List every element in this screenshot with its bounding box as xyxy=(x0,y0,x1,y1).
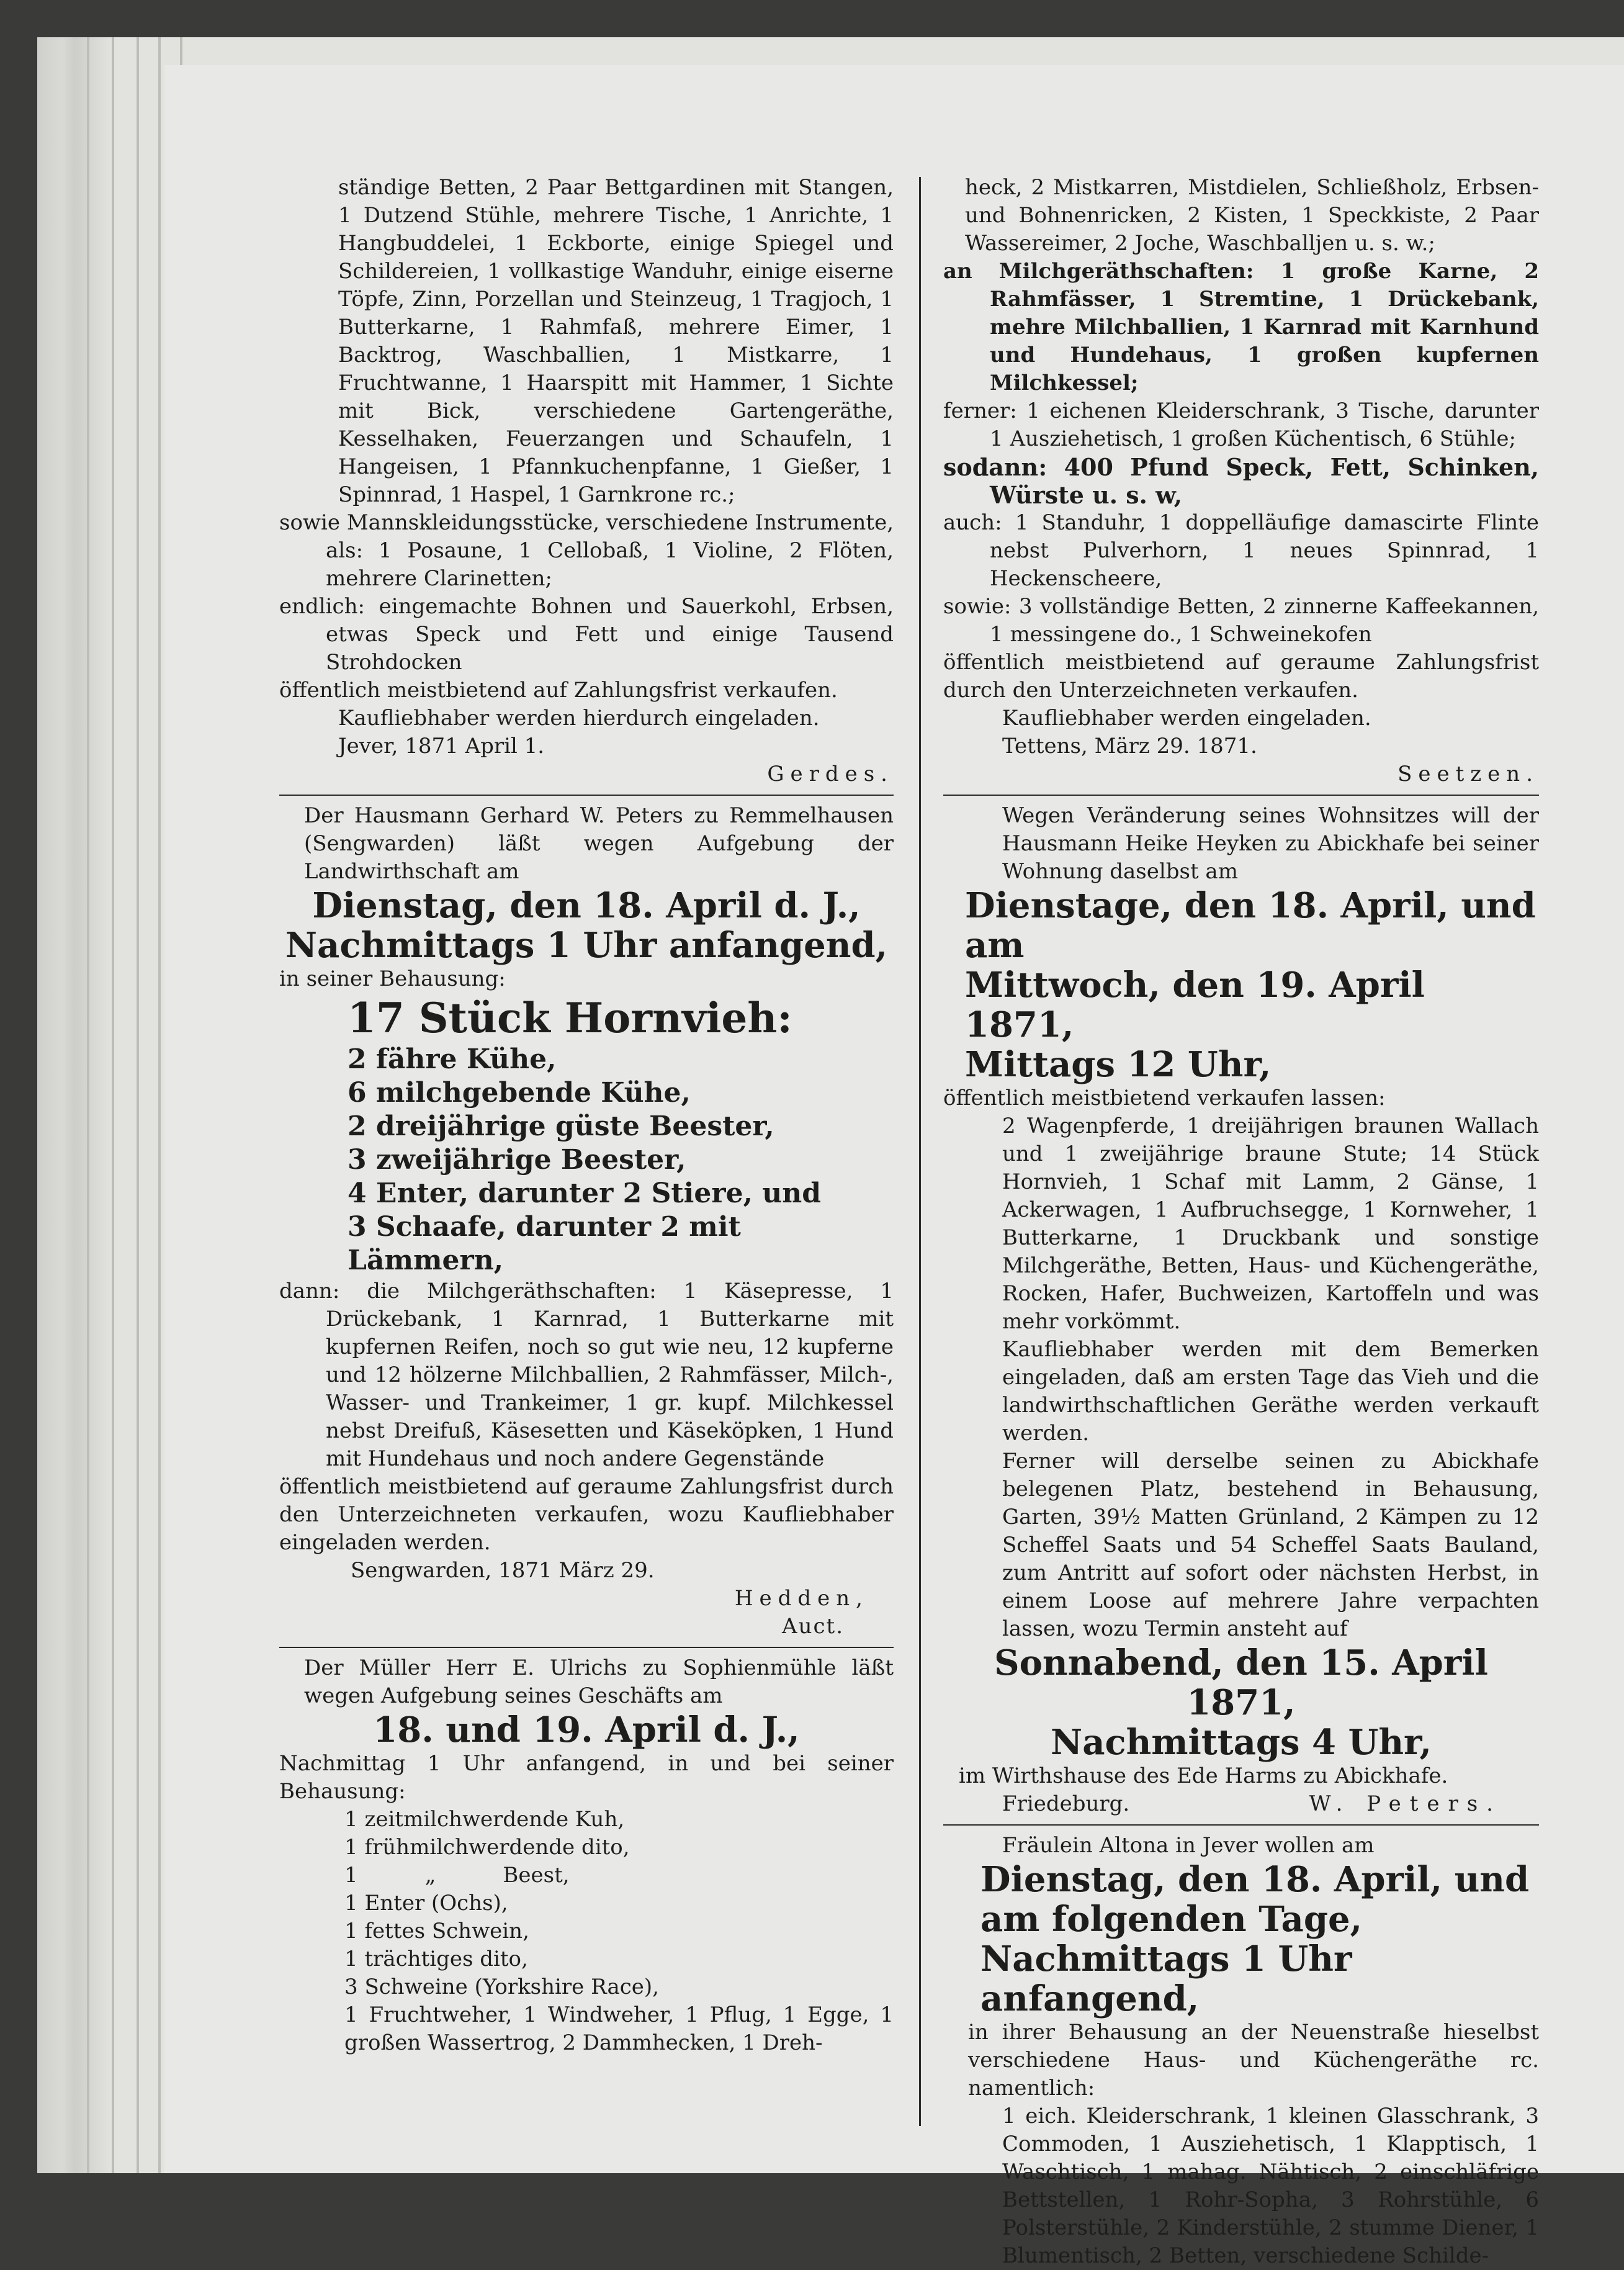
ad-place: öffentlich meistbietend verkaufen lassen: xyxy=(943,1086,1386,1110)
ad-text: heck, 2 Mistkarren, Mistdielen, Schließholz, Erbsen- und Bohnenricken, 2 Kisten, 1 Speckkiste, 2 Paar Wassereimer, 2 Joche, Waschballjen u. s. w.; xyxy=(965,175,1539,256)
ad-time: Nachmittags 4 Uhr, xyxy=(1051,1722,1432,1763)
list-item: 1 Fruchtweher, 1 Windweher, 1 Pflug, 1 Egge, 1 großen Wassertrog, 2 Dammhecken, 1 Dreh- xyxy=(344,2002,894,2055)
ad-text: an Milchgeräthschaften: 1 große Karne, 2 Rahmfässer, 1 Stremtine, 1 Drückebank, mehre Milchballien, 1 Karnrad mit Karnhund und Hundehaus, 1 großen kupfernen Milchkessel; xyxy=(943,259,1539,395)
ad-separator xyxy=(279,1647,894,1648)
page-edge xyxy=(137,37,139,2173)
column-divider xyxy=(919,177,921,2126)
place-name: Friedeburg. xyxy=(1002,1791,1130,1816)
ad-intro: Der Hausmann Gerhard W. Peters zu Remmelhausen (Sengwarden) läßt wegen Aufgebung der Landwirthschaft am xyxy=(304,803,894,884)
ad-text: öffentlich meistbietend auf Zahlungsfrist verkaufen. xyxy=(279,678,838,703)
ad-place: Nachmittag 1 Uhr anfangend, in und bei seiner Behausung: xyxy=(279,1751,894,1804)
ad-text: Ferner will derselbe seinen zu Abickhafe belegenen Platz, bestehend in Behausung, Garten, 39½ Matten Grünland, 2 Kämpen zu 12 Scheffel Saats und 54 Scheffel Saats Bauland, zum Antritt auf sofort oder nächsten Herbst, in einem Loose auf mehrere Jahre verpachten lassen, wozu Termin ansteht auf xyxy=(1002,1449,1539,1641)
list-item: 2 fähre Kühe, xyxy=(348,1043,557,1075)
signature: W. Peters. xyxy=(1309,1791,1502,1816)
ad-altona-jever xyxy=(943,1832,1539,2270)
livestock-list xyxy=(279,1043,894,1277)
ad-date: Dienstag, den 18. April d. J., xyxy=(312,885,861,926)
list-item: 1 Enter (Ochs), xyxy=(344,1891,508,1916)
ad-text: 1 eich. Kleiderschrank, 1 kleinen Glasschrank, 3 Commoden, 1 Ausziehetisch, 1 Klapptisch, 1 Waschtisch, 1 mahag. Nähtisch, 2 einschläfrige Bettstellen, 1 Rohr-Sopha, 3 Rohrstühle, 6 Polsterstühle, 2 Kinderstühle, 2 stumme Diener, 1 Blumentisch, 2 Betten, verschiedene Schilde- xyxy=(1002,2104,1539,2268)
ad-date: Sonnabend, den 15. April 1871, xyxy=(994,1642,1488,1723)
ad-text: auch: 1 Standuhr, 1 doppelläufige damascirte Flinte nebst Pulverhorn, 1 neues Spinnrad, 1 Heckenscheere, xyxy=(943,510,1539,591)
ad-intro: Wegen Veränderung seines Wohnsitzes will der Hausmann Heike Heyken zu Abickhafe bei seiner Wohnung daselbst am xyxy=(1002,803,1539,884)
page-edge xyxy=(158,37,161,2173)
ad-text: sowie: 3 vollständige Betten, 2 zinnerne Kaffeekannen, 1 messingene do., 1 Schweinekofen xyxy=(943,594,1539,647)
list-item: 1 frühmilchwerdende dito, xyxy=(344,1835,630,1860)
ad-headline: 17 Stück Hornvieh: xyxy=(348,994,792,1042)
list-item: 1 fettes Schwein, xyxy=(344,1919,529,1943)
list-item: 2 dreijährige güste Beester, xyxy=(348,1110,774,1142)
ad-text: öffentlich meistbietend auf geraume Zahlungsfrist durch den Unterzeichneten verkaufen. xyxy=(943,650,1539,703)
ad-text: ferner: 1 eichenen Kleiderschrank, 3 Tische, darunter 1 Ausziehetisch, 1 großen Küchentisch, 6 Stühle; xyxy=(943,399,1539,451)
ad-seetzen-continued xyxy=(943,174,1539,788)
ad-date: 18. und 19. April d. J., xyxy=(373,1709,800,1750)
ad-date: Dienstag, den 18. April, und am folgenden Tage, Nachmittags 1 Uhr anfangend, xyxy=(980,1859,1530,2019)
list-item: 6 milchgebende Kühe, xyxy=(348,1077,691,1109)
newspaper-page xyxy=(164,65,1624,2268)
ad-text: sowie Mannskleidungsstücke, verschiedene Instrumente, als: 1 Posaune, 1 Cellobaß, 1 Violine, 2 Flöten, mehrere Clarinetten; xyxy=(279,510,894,591)
ad-heyken-abickhafe xyxy=(943,802,1539,1818)
ad-venue: im Wirthshause des Ede Harms zu Abickhafe. xyxy=(959,1763,1448,1788)
left-column xyxy=(279,174,894,2057)
ad-separator xyxy=(943,795,1539,796)
right-column xyxy=(943,174,1539,2270)
list-item: 3 zweijährige Beester, xyxy=(348,1144,686,1176)
list-item: 1 trächtiges dito, xyxy=(344,1947,528,1971)
list-item: 1 zeitmilchwerdende Kuh, xyxy=(344,1807,625,1832)
signature: Gerdes. xyxy=(767,762,894,786)
place-date: Sengwarden, 1871 März 29. xyxy=(351,1558,655,1583)
place-date: Tettens, März 29. 1871. xyxy=(1002,734,1257,759)
list-item: 1 „ Beest, xyxy=(344,1863,570,1888)
ad-text: Kaufliebhaber werden hierdurch eingeladen. xyxy=(338,706,820,731)
ad-text: dann: die Milchgeräthschaften: 1 Käsepresse, 1 Drückebank, 1 Karnrad, 1 Butterkarne mit kupfernen Reifen, noch so gut wie neu, 12 kupferne und 12 hölzerne Milchballien, 2 Rahmfässer, Milch-, Wasser- und Trankeimer, 1 gr. kupf. Milchkessel nebst Dreifuß, Käsesetten und Käseköpken, 1 Hund mit Hundehaus und noch andere Gegenstände xyxy=(279,1279,894,1471)
ad-gerdes-continued xyxy=(279,174,894,788)
ad-separator xyxy=(279,795,894,796)
items-list xyxy=(279,1806,894,2057)
ad-date: Mittwoch, den 19. April 1871, xyxy=(965,965,1425,1045)
signature-title: Auct. xyxy=(782,1614,844,1639)
list-item: 3 Schweine (Yorkshire Race), xyxy=(344,1975,659,1999)
ad-intro: Der Müller Herr E. Ulrichs zu Sophienmühle läßt wegen Aufgebung seines Geschäfts am xyxy=(304,1655,894,1708)
ad-time: Mittags 12 Uhr, xyxy=(965,1044,1272,1085)
page-edge xyxy=(112,37,114,2173)
ad-text: Kaufliebhaber werden mit dem Bemerken eingeladen, daß am ersten Tage das Vieh und die landwirthschaftlichen Geräthe werden verkauft werden. xyxy=(1002,1337,1539,1446)
signature: Hedden, xyxy=(734,1586,869,1611)
list-item: 4 Enter, darunter 2 Stiere, und xyxy=(348,1178,821,1209)
place-date: Jever, 1871 April 1. xyxy=(338,734,545,759)
ad-text: sodann: 400 Pfund Speck, Fett, Schinken, Würste u. s. w, xyxy=(943,453,1539,509)
page-edge xyxy=(87,37,89,2173)
ad-text: 2 Wagenpferde, 1 dreijährigen braunen Wallach und 1 zweijährige braune Stute; 14 Stück Hornvieh, 1 Schaf mit Lamm, 2 Gänse, 1 Ackerwagen, 1 Aufbruchsegge, 1 Kornweher, 1 Butterkarne, 1 Druckbank und sonstige Milchgeräthe, Betten, Haus- und Küchengeräthe, Rocken, Hafer, Buchweizen, Kartoffeln und was mehr vorkömmt. xyxy=(1002,1114,1539,1334)
ad-text: Kaufliebhaber werden eingeladen. xyxy=(1002,706,1371,731)
ad-place: in seiner Behausung: xyxy=(279,966,506,991)
ad-date: Dienstage, den 18. April, und am xyxy=(965,885,1536,966)
ad-intro: Fräulein Altona in Jever wollen am xyxy=(1002,1833,1375,1858)
list-item: 3 Schaafe, darunter 2 mit Lämmern, xyxy=(348,1211,741,1276)
ad-text: endlich: eingemachte Bohnen und Sauerkohl, Erbsen, etwas Speck und Fett und einige Tausend Strohdocken xyxy=(279,594,894,675)
ad-text: ständige Betten, 2 Paar Bettgardinen mit Stangen, 1 Dutzend Stühle, mehrere Tische, 1 Anrichte, 1 Hangbuddelei, 1 Eckborte, einige Spiegel und Schildereien, 1 vollkastige Wanduhr, einige eiserne Töpfe, Zinn, Porzellan und Steinzeug, 1 Tragjoch, 1 Butterkarne, 1 Rahmfaß, mehrere Eimer, 1 Backtrog, Waschballien, 1 Mistkarre, 1 Fruchtwanne, 1 Haarspitt mit Hammer, 1 Sichte mit Bick, verschiedene Gartengeräthe, Kesselhaken, Feuerzangen und Schaufeln, 1 Hangeisen, 1 Pfannkuchenpfanne, 1 Gießer, 1 Spinnrad, 1 Haspel, 1 Garnkrone rc.; xyxy=(338,175,894,507)
ad-time: Nachmittags 1 Uhr anfangend, xyxy=(285,925,888,966)
ad-peters-remmelhausen xyxy=(279,802,894,1641)
signature: Seetzen. xyxy=(1397,762,1539,786)
ad-ulrichs-sophienmuehle xyxy=(279,1654,894,2057)
ad-footer xyxy=(943,1790,1539,1818)
ad-place: in ihrer Behausung an der Neuenstraße hieselbst verschiedene Haus- und Küchengeräthe rc. namentlich: xyxy=(968,2020,1539,2101)
ad-separator xyxy=(943,1824,1539,1826)
ad-text: öffentlich meistbietend auf geraume Zahlungsfrist durch den Unterzeichneten verkaufen, wozu Kaufliebhaber eingeladen werden. xyxy=(279,1474,894,1555)
